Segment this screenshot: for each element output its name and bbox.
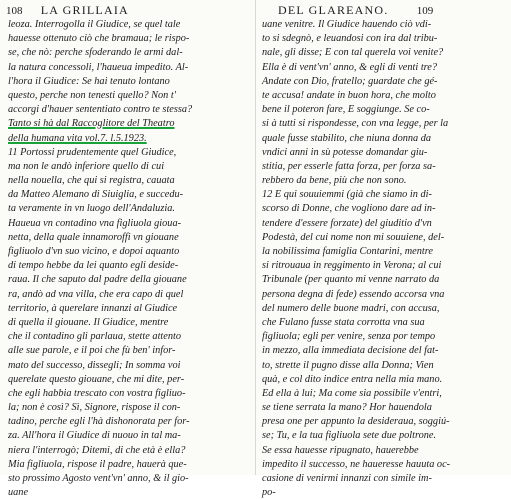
text-line: rebbero da bene, più che non sono. xyxy=(262,175,407,187)
text-line: la; non è così? Sì, Signore, rispose il con- xyxy=(8,402,181,414)
text-line: po- xyxy=(262,487,276,499)
left-page-header xyxy=(6,3,129,18)
text-line: bene il poteron fare, E soggiunge. Se co- xyxy=(262,104,430,116)
text-line: casione di venirmi innanzi con simile im- xyxy=(262,473,432,484)
text-line: vndici anni in sù potesse domandar giu- xyxy=(262,146,428,158)
text-line: niera l'interrogò; Ditemi, di che età è ella? xyxy=(8,444,186,456)
text-line: tendere d'essere forzate) del giuditio d'vn xyxy=(262,217,432,229)
text-line: Ella è di vent'vn' anno, & egli di venti tre? xyxy=(262,61,438,73)
text-line: quale fusse stabilito, che niuna donna da xyxy=(262,132,432,144)
text-line: Andate con Dio, fratello; guardate che gé- xyxy=(262,75,438,87)
text-line: che il contadino gli parlaua, stette attento xyxy=(8,331,182,343)
text-line: ta veramente in vn luogo dell'Andaluzia. xyxy=(8,203,175,215)
text-line: 12 E qui souuiemmi (già che siamo in di- xyxy=(262,189,432,201)
text-line: te accusa! andate in buon hora, che molto xyxy=(262,89,436,101)
text-line: che egli habbia trescato con vostra figliuo- xyxy=(8,387,186,399)
text-line: che Fulano fusse stata corrotta vna sua xyxy=(262,316,425,328)
text-line: si ritrouaua in reggimento in Verona; al cui xyxy=(262,260,442,272)
text-line: ra, andò ad vna villa, che era capo di quel xyxy=(8,288,184,300)
text-line: si à tutti si rispondesse, con vna legge, per la xyxy=(262,118,449,130)
text-line: scorso di Donne, che vogliono dare ad in- xyxy=(262,203,436,215)
text-line: figliuola; egli per venire, senza por tempo xyxy=(262,331,436,343)
text-line: netta, della quale innamoroffi vn giouane xyxy=(8,231,179,243)
text-line: Tanto si hà dal Raccoglitore del Theatro xyxy=(8,118,175,130)
text-line: territorio, à querelare innanzi al Giudice xyxy=(8,302,178,314)
text-line: Ed ella à lui; Ma come sia possibile v'entri, xyxy=(262,387,442,399)
text-line: nella nouella, che qui si registra, cauata xyxy=(8,175,175,187)
text-line: raua. Il che saputo dal padre della giouane xyxy=(8,274,187,286)
text-line: accorgi d'hauer sententiato contro te stessa? xyxy=(8,104,193,116)
text-line: figliuolo d'vn suo vicino, e dopoi aquanto xyxy=(8,246,180,257)
left-page-text xyxy=(8,18,246,500)
text-line: stitia, per esserle fatta forza, per forza sa- xyxy=(262,160,436,172)
right-running-title: DEL GLAREANO. xyxy=(278,3,389,17)
text-line: della humana vita vol.7. l.5.1923. xyxy=(8,132,147,144)
text-line: ma non le andò inferiore quello di cui xyxy=(8,160,165,172)
text-line: mato del successo, dissegli; In somma voi xyxy=(8,359,181,371)
text-line: la nobilissima famiglia Contarini, mentre xyxy=(262,246,433,257)
text-line: presa one per appunto la desideraua, soggiú- xyxy=(262,416,450,428)
text-line: la natura concessoli, l'haueua impedito. Al- xyxy=(8,61,189,73)
text-line: se, che nò: perche sfoderando le armi dal- xyxy=(8,47,183,59)
text-line: tadino, perche egli l'hà dishonorata per for- xyxy=(8,416,190,428)
text-line: questo, perche non tenesti quello? Non t' xyxy=(8,89,176,101)
text-line: uane xyxy=(8,487,29,499)
text-line: quà, e col dito indice entra nella mia mano. xyxy=(262,373,443,385)
text-line: persona degna di fede) essendo accorsa vna xyxy=(262,288,445,300)
right-page-header xyxy=(278,3,433,18)
page-gutter xyxy=(255,0,256,475)
text-line: di tempo hebbe da lei quanto egli deside- xyxy=(8,260,179,272)
text-line: del numero delle buone madri, con accusa, xyxy=(262,302,440,314)
text-line: di quella il giouane. Il Giudice, mentre xyxy=(8,316,169,328)
text-line: se; Tu, e la tua figliuola sete due poltrone. xyxy=(262,430,437,442)
left-running-title: LA GRILLAIA xyxy=(40,3,129,17)
right-page-number: 109 xyxy=(416,5,434,17)
left-page-number: 108 xyxy=(6,5,23,17)
right-page-text xyxy=(262,18,506,500)
text-line: uane venitre. Il Giudice hauendo ciò vdi- xyxy=(262,19,432,30)
text-line: Mia figliuola, rispose il padre, hauerà que- xyxy=(8,458,187,470)
text-line: sto prossimo Agosto vent'vn' anno, & il gio- xyxy=(8,473,189,484)
text-line: Haueua vn contadino vna figliuola gioua- xyxy=(8,217,182,229)
text-line: za. All'hora il Giudice di nuouo in tal ma- xyxy=(8,430,181,442)
text-line: 11 Portossi prudentemente quel Giudice, xyxy=(8,146,177,158)
text-line: Tribunale (per quanto mi venne narrato da xyxy=(262,274,440,286)
text-line: se tiene serrata la mano? Hor hauendola xyxy=(262,402,432,414)
text-line: nale, gli disse; E con tal querela voi venite? xyxy=(262,47,444,59)
text-line: to si sdegnò, e leuandosi con ira dal tribu- xyxy=(262,33,438,45)
text-line: l'hora il Giudice: Se hai tenuto lontano xyxy=(8,75,170,87)
text-line: da Matteo Alemano di Siuiglia, e succedu- xyxy=(8,189,184,201)
text-line: leoza. Interrogolla il Giudice, se quel tale xyxy=(8,19,181,30)
text-line: to, strette il pugno disse alla Donna; Vien xyxy=(262,359,434,371)
text-line: Podestà, del cui nome non mi souuiene, del- xyxy=(262,231,445,243)
text-line: Se essa hauesse ripugnato, hauerebbe xyxy=(262,444,419,456)
text-line: querelate questo giouane, che mi dite, per- xyxy=(8,373,185,385)
text-line: in mezzo, alla immediata decisione del fat- xyxy=(262,345,439,357)
text-line: hauesse ottenuto ciò che bramaua; le rispo- xyxy=(8,33,190,45)
text-line: impedito il successo, ne haueresse hauuta oc- xyxy=(262,458,451,470)
text-line: alle sue parole, e il poi che fù ben' infor- xyxy=(8,345,176,357)
